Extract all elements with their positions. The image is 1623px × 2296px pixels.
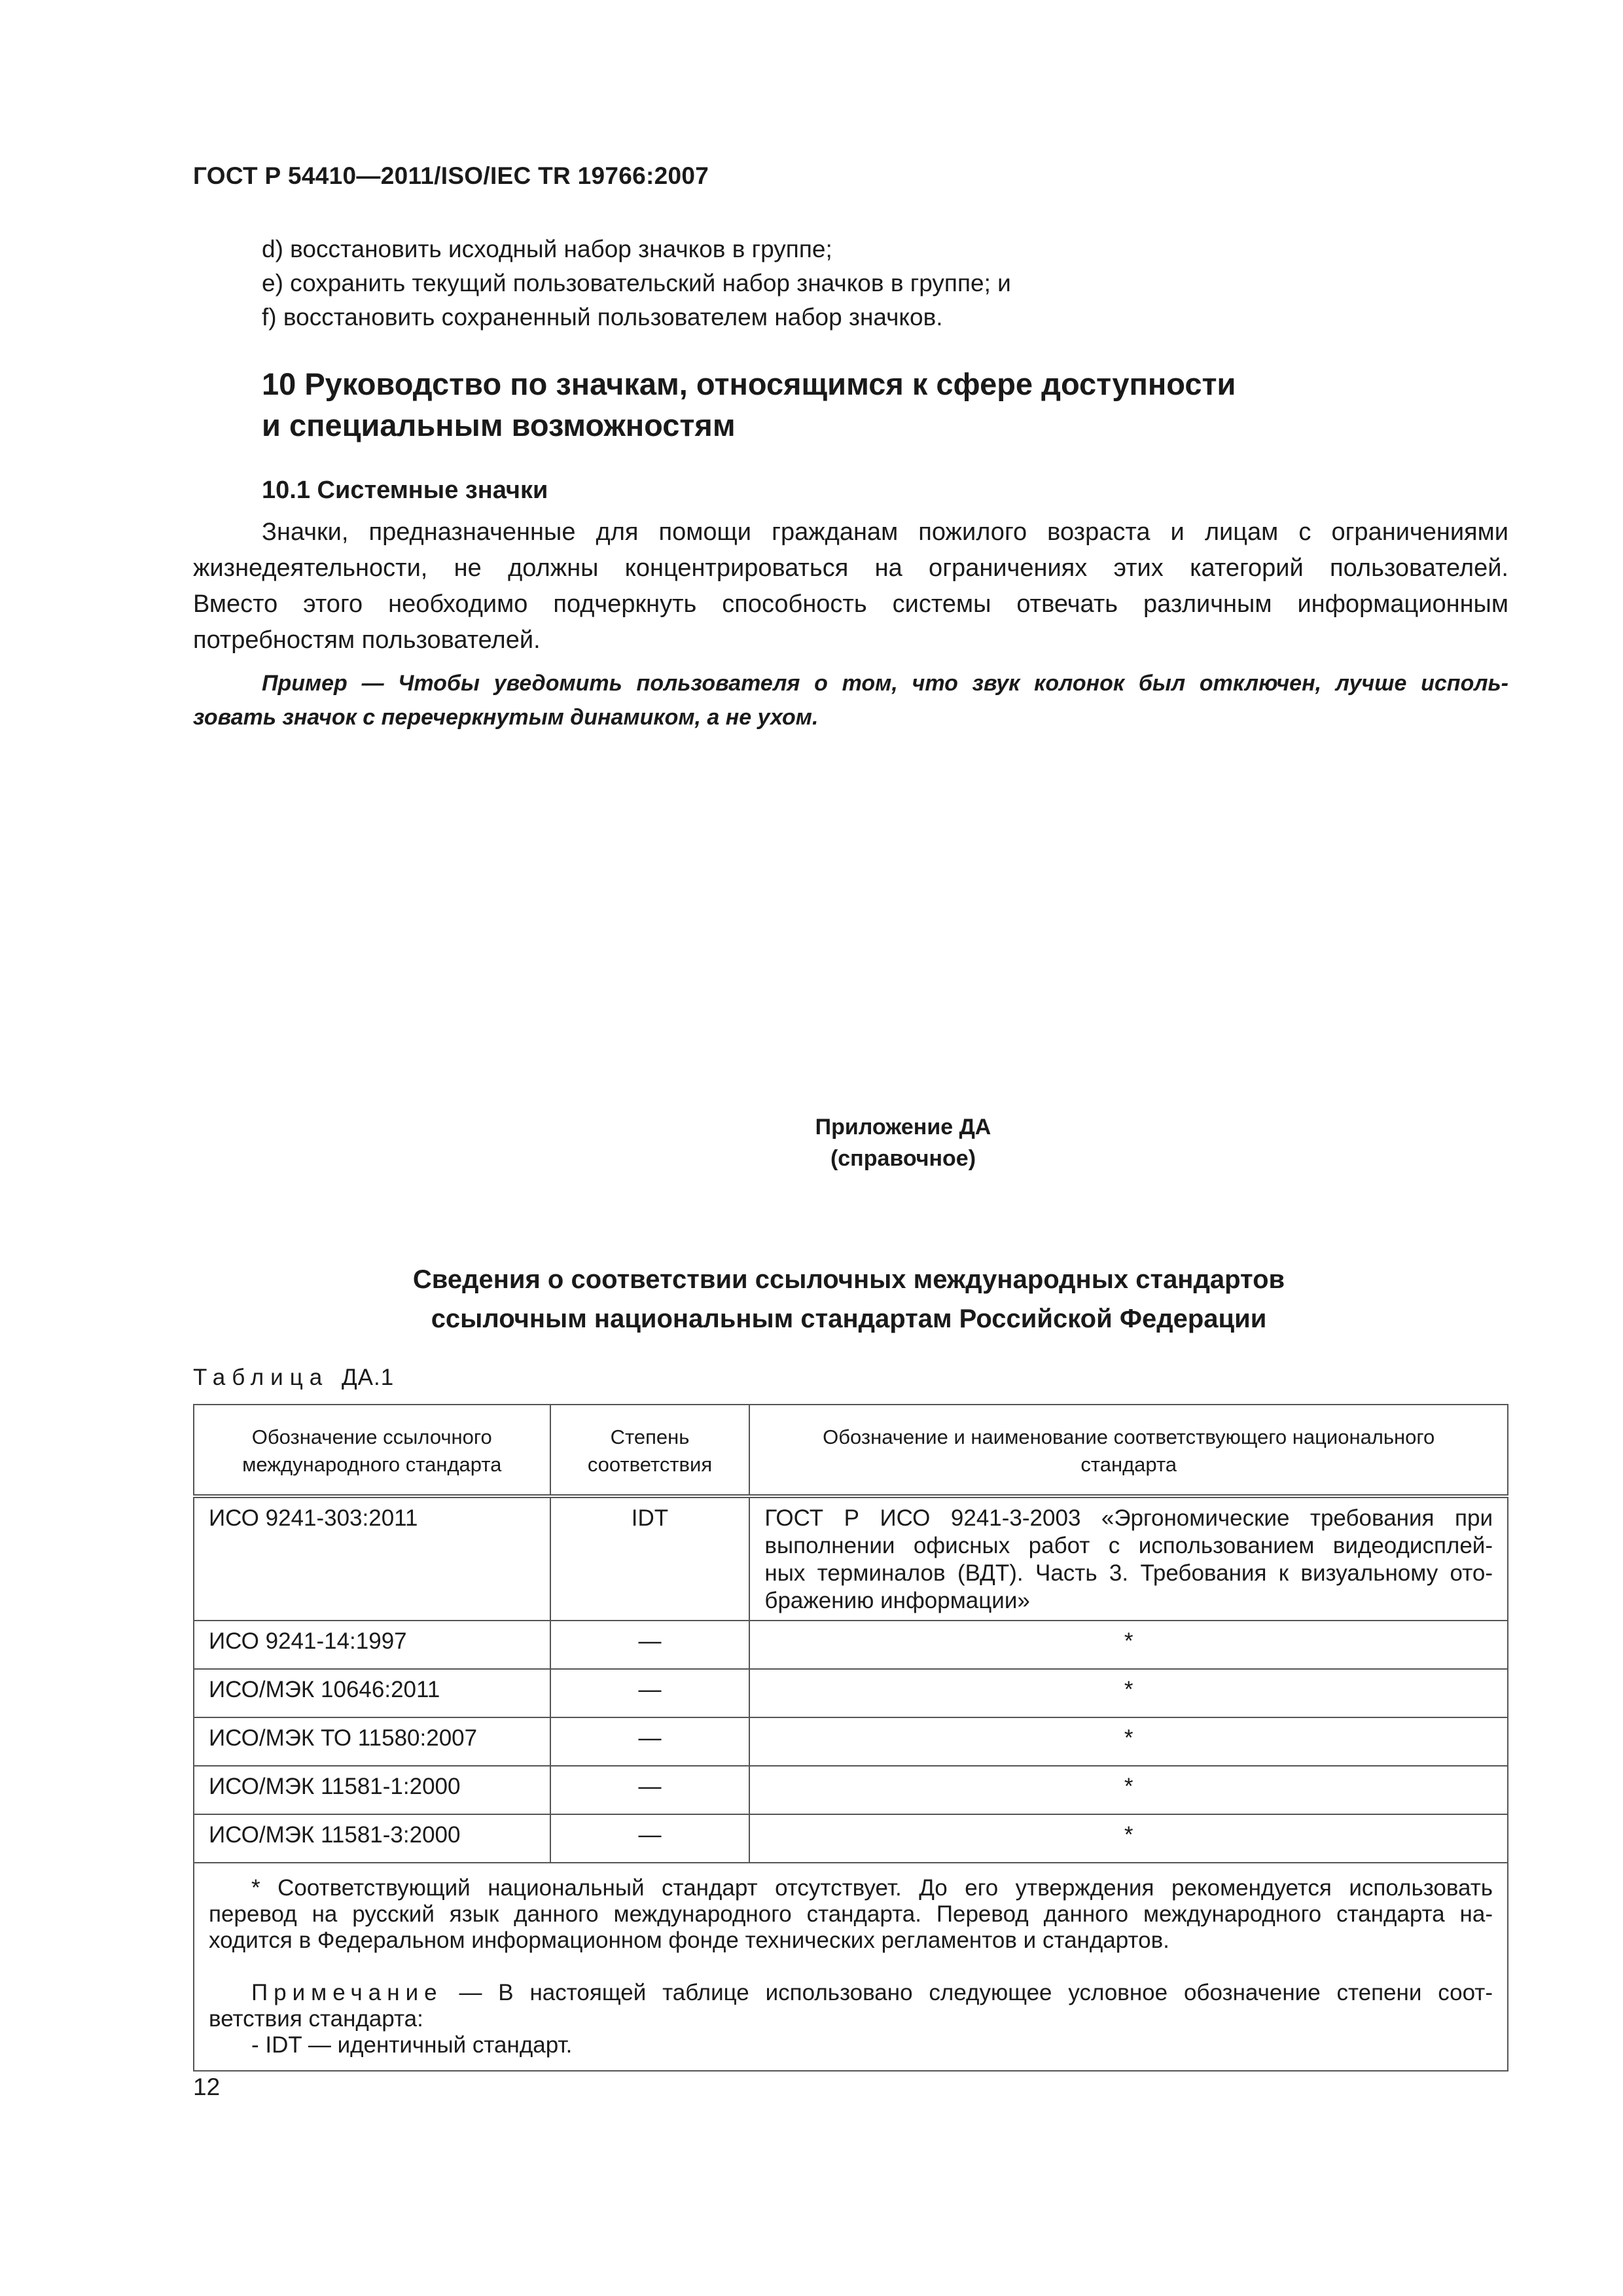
annex-label: Приложение ДА (справочное) — [815, 1115, 991, 1171]
degree-cell: — — [550, 1814, 750, 1863]
national-standard-cell: * — [749, 1621, 1508, 1669]
section-title: 10 Руководство по значкам, относящимся к сфере доступности и специальным возможностям — [262, 367, 1236, 442]
list-item: e) сохранить текущий пользовательский набор значков в группе; и — [262, 270, 1011, 296]
reference-cell: ИСО/МЭК 11581-1:2000 — [194, 1766, 550, 1814]
national-standard-cell: * — [749, 1669, 1508, 1717]
national-standard-cell: ГОСТ Р ИСО 9241-3-2003 «Эргономические требования при выполнении офисных работ с использованием видеодисплей- ных терминалов (ВДТ). Часть 3. Требования к визуальному ото- бражению информации» — [749, 1496, 1508, 1621]
list-item: f) восстановить сохраненный пользователем набор значков. — [262, 304, 943, 331]
table-footer-row — [194, 1863, 1508, 2071]
list-item: d) восстановить исходный набор значков в группе; — [262, 236, 832, 262]
page-number: 12 — [193, 2073, 221, 2100]
reference-cell: ИСО/МЭК 11581-3:2000 — [194, 1814, 550, 1863]
degree-cell: IDT — [550, 1496, 750, 1621]
reference-cell: ИСО/МЭК ТО 11580:2007 — [194, 1717, 550, 1766]
reference-cell: ИСО/МЭК 10646:2011 — [194, 1669, 550, 1717]
reference-cell: ИСО 9241-303:2011 — [194, 1496, 550, 1621]
section-paragraph: Значки, предназначенные для помощи гражданам пожилого возраста и лицам с ограничениями жизнедеятельности, не должны концентрироваться на ограничениях этих категорий пользователей. Вместо этого необходимо подчеркнуть способность системы отвечать различным информационным потребностям пользователей. — [193, 518, 1508, 654]
standards-table — [193, 1404, 1508, 2072]
table-footnote: * Соответствующий национальный стандарт отсутствует. До его утверждения рекомендуется использовать перевод на русский язык данного международного стандарта. Перевод данного международного стандарта на- ходится в Федеральном информационном фонде технических регламентов и стандартов. Примечание — В настоящей таблице использовано следующее условное обозначение степени соот- ветствия стандарта: - IDT — идентичный стандарт. — [194, 1863, 1508, 2071]
document-header: ГОСТ Р 54410—2011/ISO/IEC TR 19766:2007 — [193, 162, 709, 189]
column-header-degree: Степень соответствия — [550, 1405, 750, 1496]
annex-title: Сведения о соответствии ссылочных международных стандартов ссылочным национальным стандартам Российской Федерации — [412, 1265, 1285, 1333]
example-note: Пример — Чтобы уведомить пользователя о том, что звук колонок был отключен, лучше исполь- зовать значок с перечеркнутым динамиком, а не ухом. — [193, 671, 1508, 730]
table-note: Примечание — В настоящей таблице использовано следующее условное обозначение степени соот- — [251, 1980, 1493, 2005]
national-standard-cell: * — [749, 1814, 1508, 1863]
table-row — [194, 1496, 1508, 1621]
national-standard-cell: * — [749, 1717, 1508, 1766]
degree-cell: — — [550, 1717, 750, 1766]
degree-cell: — — [550, 1766, 750, 1814]
reference-cell: ИСО 9241-14:1997 — [194, 1621, 550, 1669]
table-row — [194, 1669, 1508, 1717]
table-caption: Таблица ДА.1 — [193, 1365, 395, 1390]
subsection-title: 10.1 Системные значки — [262, 476, 548, 504]
table-note-item: - IDT — идентичный стандарт. — [251, 2032, 573, 2058]
table-row — [194, 1814, 1508, 1863]
column-header-reference: Обозначение ссылочного международного стандарта — [194, 1405, 550, 1496]
table-row — [194, 1621, 1508, 1669]
table-header-row — [194, 1405, 1508, 1496]
degree-cell: — — [550, 1669, 750, 1717]
national-standard-cell: * — [749, 1766, 1508, 1814]
column-header-national: Обозначение и наименование соответствующего национального стандарта — [749, 1405, 1508, 1496]
degree-cell: — — [550, 1621, 750, 1669]
table-row — [194, 1717, 1508, 1766]
table-row — [194, 1766, 1508, 1814]
